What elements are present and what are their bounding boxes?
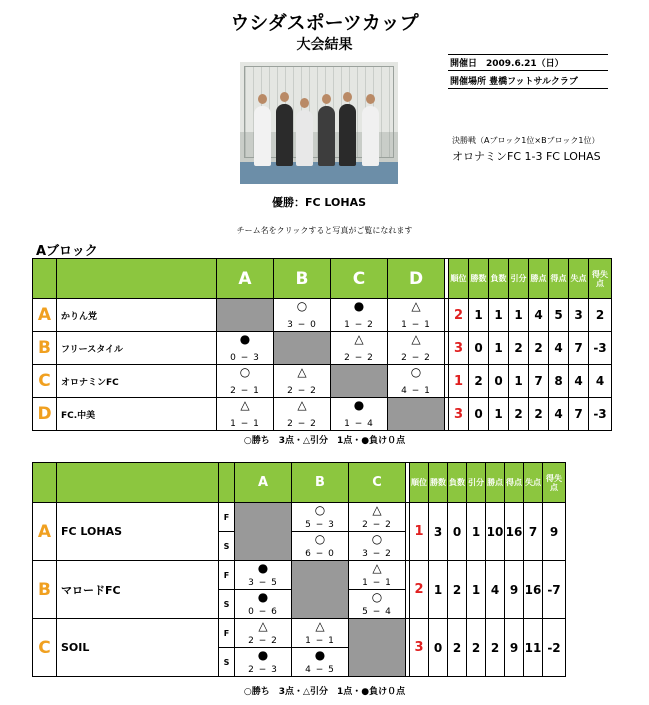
rank-value: 3 [449, 332, 469, 365]
column-header: A [235, 463, 292, 503]
team-letter: B [33, 332, 57, 365]
points-value: 4 [529, 299, 549, 332]
photo-note: チーム名をクリックすると写真がご覧になれます [236, 226, 413, 235]
match-score: 5 − 3 [305, 520, 335, 530]
points-value: 2 [529, 398, 549, 431]
match-result [217, 365, 274, 398]
wins-value: 0 [469, 332, 489, 365]
result-symbol: △ [372, 503, 382, 517]
team-name-link[interactable]: かりん党 [57, 299, 217, 332]
losses-value: 0 [489, 365, 509, 398]
team-letter: A [33, 299, 57, 332]
match-result [349, 503, 406, 532]
goals-for-value: 5 [549, 299, 569, 332]
table-row [33, 503, 566, 532]
self-match-cell [388, 398, 445, 431]
match-result [349, 561, 406, 590]
block-b-table [32, 462, 566, 677]
header-team-name [57, 463, 219, 503]
result-symbol: △ [372, 561, 382, 575]
goals-against-value: 7 [569, 398, 589, 431]
rank-value: 2 [449, 299, 469, 332]
result-symbol: ○ [239, 365, 251, 379]
team-name-link[interactable]: FC LOHAS [57, 503, 219, 561]
result-symbol: ● [239, 332, 251, 346]
draws-value: 2 [509, 398, 529, 431]
match-score: 1 − 1 [401, 320, 431, 330]
match-score: 3 − 5 [248, 578, 278, 588]
stat-header: 順位 [449, 259, 469, 299]
photo-player-head [322, 94, 331, 104]
table-row [33, 299, 612, 332]
draws-value: 1 [509, 365, 529, 398]
match-score: 0 − 6 [248, 607, 278, 617]
match-result [331, 299, 388, 332]
header-corner [33, 259, 57, 299]
rank-value: 2 [410, 561, 429, 619]
match-result [292, 503, 349, 532]
result-symbol: △ [411, 332, 421, 346]
match-result [292, 648, 349, 677]
final-match-label: 決勝戦（Aブロック1位×Bブロック1位） [452, 136, 600, 145]
stat-header: 引分 [467, 463, 486, 503]
result-symbol: ○ [371, 590, 383, 604]
result-symbol: ○ [371, 532, 383, 546]
stat-header: 負数 [448, 463, 467, 503]
table-row [33, 365, 612, 398]
match-result [331, 332, 388, 365]
header-half [219, 463, 235, 503]
block-b-legend: ○勝ち 3点・△引分 1点・●負け０点 [243, 687, 406, 697]
result-symbol: △ [240, 398, 250, 412]
team-name-link[interactable]: FC.中美 [57, 398, 217, 431]
result-symbol: △ [297, 365, 307, 379]
draws-value: 2 [467, 619, 486, 677]
match-score: 2 − 2 [248, 636, 278, 646]
team-letter: C [33, 365, 57, 398]
half-label: F [219, 619, 235, 648]
match-result [235, 619, 292, 648]
goals-against-value: 16 [524, 561, 543, 619]
table-row [33, 332, 612, 365]
goals-against-value: 3 [569, 299, 589, 332]
goals-against-value: 7 [524, 503, 543, 561]
goals-against-value: 7 [569, 332, 589, 365]
rank-value: 1 [410, 503, 429, 561]
result-symbol: ○ [296, 299, 308, 313]
losses-value: 1 [489, 299, 509, 332]
photo-player [318, 106, 335, 166]
team-letter: A [33, 503, 57, 561]
wins-value: 2 [469, 365, 489, 398]
match-score: 1 − 1 [230, 419, 260, 429]
match-score: 1 − 1 [305, 636, 335, 646]
stat-header: 引分 [509, 259, 529, 299]
losses-value: 0 [448, 503, 467, 561]
event-venue: 開催場所 豊橋フットサルクラブ [448, 73, 608, 89]
table-row [33, 398, 612, 431]
match-score: 1 − 4 [344, 419, 374, 429]
column-header: B [274, 259, 331, 299]
team-name-link[interactable]: オロナミンFC [57, 365, 217, 398]
result-symbol: ● [314, 648, 326, 662]
block-a-legend: ○勝ち 3点・△引分 1点・●負け０点 [243, 436, 406, 446]
half-label: F [219, 561, 235, 590]
photo-player [296, 110, 313, 166]
team-name-link[interactable]: フリースタイル [57, 332, 217, 365]
column-header: C [331, 259, 388, 299]
rank-value: 3 [449, 398, 469, 431]
goal-diff-value: -2 [543, 619, 566, 677]
self-match-cell [292, 561, 349, 619]
table-row [33, 619, 566, 648]
photo-player [276, 104, 293, 166]
stat-header: 順位 [410, 463, 429, 503]
stat-header: 得点 [505, 463, 524, 503]
match-score: 5 − 4 [362, 607, 392, 617]
points-value: 4 [486, 561, 505, 619]
stat-header: 勝点 [486, 463, 505, 503]
match-result [292, 532, 349, 561]
block-a-header-row [33, 259, 612, 299]
photo-player-head [343, 92, 352, 102]
stat-header: 得失点 [589, 259, 612, 299]
wins-value: 0 [429, 619, 448, 677]
match-score: 1 − 1 [362, 578, 392, 588]
header-team-name [57, 259, 217, 299]
column-header: D [388, 259, 445, 299]
event-info [448, 54, 608, 91]
losses-value: 2 [448, 561, 467, 619]
match-result [274, 365, 331, 398]
match-result [217, 332, 274, 365]
result-symbol: ● [257, 590, 269, 604]
match-score: 4 − 5 [305, 665, 335, 675]
wins-value: 1 [469, 299, 489, 332]
match-result [331, 398, 388, 431]
event-date: 開催日 2009.6.21（日） [448, 54, 608, 71]
match-score: 6 − 0 [305, 549, 335, 559]
match-result [292, 619, 349, 648]
header-corner [33, 463, 57, 503]
result-symbol: ● [257, 561, 269, 575]
result-symbol: △ [411, 299, 421, 313]
block-a-title: Aブロック [36, 244, 98, 259]
page-title: ウシダスポーツカップ [230, 12, 419, 34]
match-result [274, 398, 331, 431]
match-result [274, 299, 331, 332]
half-label: F [219, 503, 235, 532]
team-letter: C [33, 619, 57, 677]
stat-header: 勝数 [469, 259, 489, 299]
match-score: 2 − 3 [248, 665, 278, 675]
photo-player-head [366, 94, 375, 104]
self-match-cell [349, 619, 406, 677]
result-symbol: △ [315, 619, 325, 633]
losses-value: 2 [448, 619, 467, 677]
photo-player-head [280, 92, 289, 102]
points-value: 10 [486, 503, 505, 561]
result-symbol: ● [353, 398, 365, 412]
photo-player-head [300, 98, 309, 108]
match-score: 2 − 2 [401, 353, 431, 363]
goals-for-value: 9 [505, 561, 524, 619]
table-row [33, 561, 566, 590]
match-score: 2 − 2 [362, 520, 392, 530]
points-value: 7 [529, 365, 549, 398]
result-symbol: △ [297, 398, 307, 412]
page-subtitle: 大会結果 [296, 37, 353, 53]
self-match-cell [274, 332, 331, 365]
goals-for-value: 9 [505, 619, 524, 677]
match-result [235, 561, 292, 590]
rank-value: 1 [449, 365, 469, 398]
draws-value: 1 [467, 503, 486, 561]
wins-value: 0 [469, 398, 489, 431]
goal-diff-value: 9 [543, 503, 566, 561]
points-value: 2 [486, 619, 505, 677]
match-score: 3 − 0 [287, 320, 317, 330]
photo-player [339, 104, 356, 166]
photo-player-head [258, 94, 267, 104]
goals-for-value: 4 [549, 332, 569, 365]
winner-label: 優勝：FC LOHAS [271, 196, 367, 209]
losses-value: 1 [489, 332, 509, 365]
match-result [349, 590, 406, 619]
goal-diff-value: -3 [589, 398, 612, 431]
losses-value: 1 [489, 398, 509, 431]
match-result [388, 365, 445, 398]
result-symbol: ● [257, 648, 269, 662]
team-photo [240, 62, 398, 184]
draws-value: 2 [509, 332, 529, 365]
match-result [217, 398, 274, 431]
goal-diff-value: 4 [589, 365, 612, 398]
photo-player [254, 106, 271, 166]
half-label: S [219, 590, 235, 619]
match-score: 4 − 1 [401, 386, 431, 396]
goals-for-value: 16 [505, 503, 524, 561]
self-match-cell [235, 503, 292, 561]
rank-value: 3 [410, 619, 429, 677]
match-score: 2 − 2 [287, 419, 317, 429]
team-name-link[interactable]: マロードFC [57, 561, 219, 619]
final-match-result: オロナミンFC 1-3 FC LOHAS [452, 150, 601, 163]
match-score: 2 − 2 [287, 386, 317, 396]
stat-header: 得失点 [543, 463, 566, 503]
column-header: A [217, 259, 274, 299]
draws-value: 1 [467, 561, 486, 619]
goals-for-value: 4 [549, 398, 569, 431]
stat-header: 勝点 [529, 259, 549, 299]
match-result [388, 299, 445, 332]
goal-diff-value: 2 [589, 299, 612, 332]
result-symbol: ○ [314, 532, 326, 546]
result-symbol: △ [354, 332, 364, 346]
match-score: 3 − 2 [362, 549, 392, 559]
goals-for-value: 8 [549, 365, 569, 398]
match-score: 2 − 1 [230, 386, 260, 396]
result-symbol: ○ [410, 365, 422, 379]
result-symbol: ○ [314, 503, 326, 517]
block-b-header-row [33, 463, 566, 503]
draws-value: 1 [509, 299, 529, 332]
result-symbol: ● [353, 299, 365, 313]
block-a-table [32, 258, 612, 431]
goals-against-value: 4 [569, 365, 589, 398]
match-score: 2 − 2 [344, 353, 374, 363]
stat-header: 得点 [549, 259, 569, 299]
result-symbol: △ [258, 619, 268, 633]
column-header: B [292, 463, 349, 503]
stat-header: 勝数 [429, 463, 448, 503]
photo-player [362, 106, 379, 166]
goal-diff-value: -7 [543, 561, 566, 619]
column-header: C [349, 463, 406, 503]
stat-header: 失点 [569, 259, 589, 299]
match-result [235, 648, 292, 677]
team-letter: D [33, 398, 57, 431]
stat-header: 負数 [489, 259, 509, 299]
match-score: 0 − 3 [230, 353, 260, 363]
match-result [235, 590, 292, 619]
stat-header: 失点 [524, 463, 543, 503]
goals-against-value: 11 [524, 619, 543, 677]
team-name-link[interactable]: SOIL [57, 619, 219, 677]
goal-diff-value: -3 [589, 332, 612, 365]
half-label: S [219, 648, 235, 677]
match-score: 1 − 2 [344, 320, 374, 330]
match-result [349, 532, 406, 561]
match-result [388, 332, 445, 365]
half-label: S [219, 532, 235, 561]
team-letter: B [33, 561, 57, 619]
self-match-cell [331, 365, 388, 398]
points-value: 2 [529, 332, 549, 365]
wins-value: 1 [429, 561, 448, 619]
wins-value: 3 [429, 503, 448, 561]
self-match-cell [217, 299, 274, 332]
